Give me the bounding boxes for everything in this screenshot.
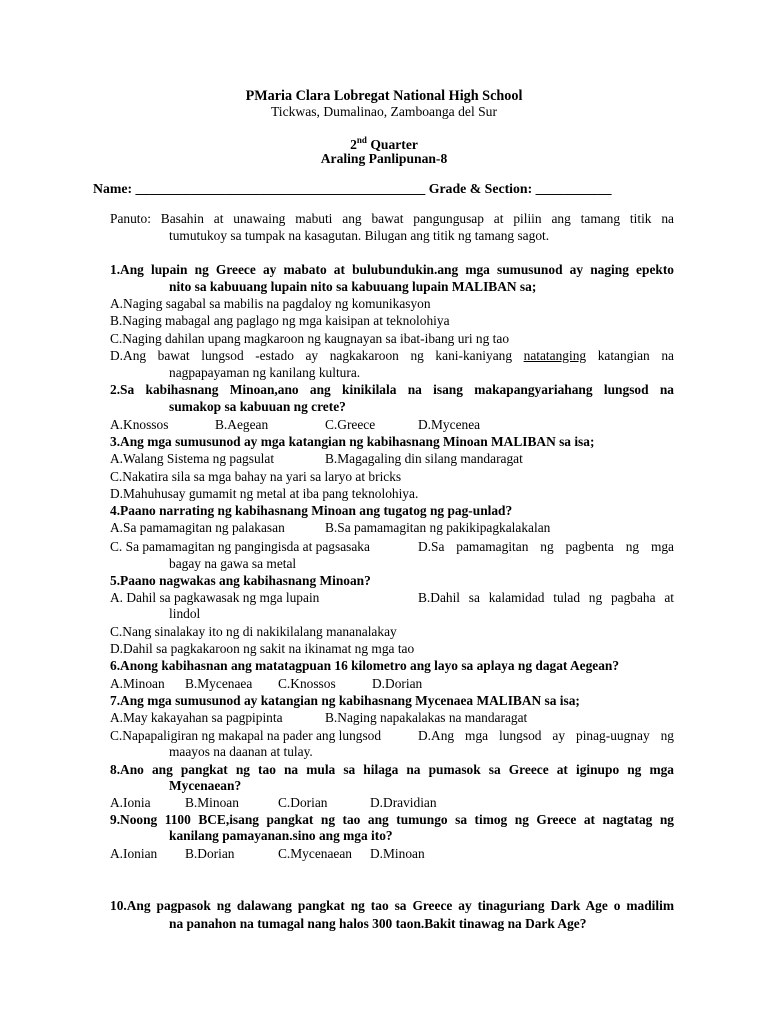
question-5-text: 5.Paano nagwakas ang kabihasnang Minoan? bbox=[110, 573, 371, 588]
question-9-option-d: D.Minoan bbox=[370, 846, 425, 861]
question-9-text-cont: kanilang pamayanan.sino ang mga ito? bbox=[169, 828, 393, 843]
question-3-option-d: D.Mahuhusay gumamit ng metal at iba pang teknolohiya. bbox=[110, 486, 419, 501]
question-4-option-b: B.Sa pamamagitan ng pakikipagkalakalan bbox=[325, 520, 551, 535]
question-4-option-c-cont: bagay na gawa sa metal bbox=[169, 556, 297, 571]
question-7-option-d-cont: maayos na daanan at tulay. bbox=[169, 744, 313, 759]
question-8-option-b: B.Minoan bbox=[185, 795, 239, 810]
directions-line-2: tumutukoy sa tumpak na kasagutan. Bilugan ang titik ng tamang sagot. bbox=[169, 228, 550, 243]
question-5-option-b: B.Dahil sa kalamidad tulad ng pagbaha at bbox=[418, 590, 674, 605]
question-9-text: 9.Noong 1100 BCE,isang pangkat ng tao ang tumungo sa timog ng Greece at nagtatag ng bbox=[110, 812, 674, 827]
name-grade-section-line: Name: __________________________________________ Grade & Section: ___________ bbox=[93, 181, 612, 196]
question-9-option-c: C.Mycenaean bbox=[278, 846, 352, 861]
question-10-text-cont: na panahon na tumagal nang halos 300 taon.Bakit tinawag na Dark Age? bbox=[169, 916, 587, 931]
question-3-text: 3.Ang mga sumusunod ay mga katangian ng kabihasnang Minoan MALIBAN sa isa; bbox=[110, 434, 595, 449]
question-4-option-d: D.Sa pamamagitan ng pagbenta ng mga bbox=[418, 539, 674, 554]
school-address: Tickwas, Dumalinao, Zamboanga del Sur bbox=[270, 104, 498, 119]
question-2-text: 2.Sa kabihasnang Minoan,ano ang kinikilala na isang makapangyariahang lungsod na bbox=[110, 382, 674, 397]
question-1-underlined-word: natatanging bbox=[523, 348, 587, 363]
question-1-option-d bbox=[110, 348, 674, 364]
question-2-option-a: A.Knossos bbox=[110, 417, 169, 432]
question-3-option-a: A.Walang Sistema ng pagsulat bbox=[110, 451, 275, 466]
question-7-option-b: B.Naging napakalakas na mandaragat bbox=[325, 710, 528, 725]
question-6-option-c: C.Knossos bbox=[278, 676, 336, 691]
quarter-word: Quarter bbox=[370, 137, 418, 152]
question-5-option-a-cont: lindol bbox=[169, 606, 201, 621]
question-1-text-cont: nito sa kabuuang lupain nito sa kabuuang lupain MALIBAN sa; bbox=[169, 279, 537, 294]
question-7-option-d: D.Ang mga lungsod ay pinag-uugnay ng bbox=[418, 728, 674, 743]
question-8-option-d: D.Dravidian bbox=[370, 795, 437, 810]
question-2-text-cont: sumakop sa kabuuan ng crete? bbox=[169, 399, 346, 414]
question-2-option-d: D.Mycenea bbox=[418, 417, 481, 432]
question-8-option-a: A.Ionia bbox=[110, 795, 151, 810]
directions-line-1: Panuto: Basahin at unawaing mabuti ang bawat pangungusap at piliin ang tamang titik na bbox=[110, 211, 674, 226]
question-1-option-a: A.Naging sagabal sa mabilis na pagdaloy ng komunikasyon bbox=[110, 296, 431, 311]
question-4-option-c: C. Sa pamamagitan ng pangingisda at pagsasaka bbox=[110, 539, 370, 554]
question-8-option-c: C.Dorian bbox=[278, 795, 328, 810]
question-1-option-b: B.Naging mabagal ang paglago ng mga kaisipan at teknolohiya bbox=[110, 313, 450, 328]
question-6-option-b: B.Mycenaea bbox=[185, 676, 253, 691]
question-1-option-d-cont: nagpapayaman ng kanilang kultura. bbox=[169, 365, 361, 380]
question-1-text: 1.Ang lupain ng Greece ay mabato at bulubundukin.ang mga sumusunod ay naging epekto bbox=[110, 262, 674, 277]
question-2-option-c: C.Greece bbox=[325, 417, 376, 432]
question-9-option-b: B.Dorian bbox=[185, 846, 235, 861]
question-2-option-b: B.Aegean bbox=[215, 417, 269, 432]
question-5-option-d: D.Dahil sa pagkakaroon ng sakit na ikinamat ng mga tao bbox=[110, 641, 415, 656]
question-4-text: 4.Paano narrating ng kabihasnang Minoan ang tugatog ng pag-unlad? bbox=[110, 503, 513, 518]
question-8-text-cont: Mycenaean? bbox=[169, 778, 242, 793]
question-9-option-a: A.Ionian bbox=[110, 846, 158, 861]
question-7-option-a: A.May kakayahan sa pagpipinta bbox=[110, 710, 283, 725]
question-8-text: 8.Ano ang pangkat ng tao na mula sa hilaga na pumasok sa Greece at iginupo ng mga bbox=[110, 762, 674, 777]
question-3-option-c: C.Nakatira sila sa mga bahay na yari sa laryo at bricks bbox=[110, 469, 402, 484]
question-1-option-c: C.Naging dahilan upang magkaroon ng kaugnayan sa ibat-ibang uri ng tao bbox=[110, 331, 510, 346]
question-3-option-b: B.Magagaling din silang mandaragat bbox=[325, 451, 523, 466]
question-6-text: 6.Anong kabihasnan ang matatagpuan 16 kilometro ang layo sa aplaya ng dagat Aegean? bbox=[110, 658, 620, 673]
question-5-option-a: A. Dahil sa pagkawasak ng mga lupain bbox=[110, 590, 320, 605]
question-4-option-a: A.Sa pamamagitan ng palakasan bbox=[110, 520, 285, 535]
question-1-option-d-part1: D.Ang bawat lungsod -estado ay nagkakaroon ng kani-kaniyang bbox=[110, 348, 513, 363]
question-1-option-d-part2: katangian na bbox=[597, 348, 674, 363]
question-10-text: 10.Ang pagpasok ng dalawang pangkat ng tao sa Greece ay tinaguriang Dark Age o madilim bbox=[110, 898, 674, 913]
quarter-suffix: nd bbox=[356, 135, 367, 145]
school-name: PMaria Clara Lobregat National High School bbox=[245, 88, 523, 104]
subject-title: Araling Panlipunan-8 bbox=[320, 151, 448, 166]
question-6-option-a: A.Minoan bbox=[110, 676, 165, 691]
quarter-number: 2 bbox=[350, 137, 357, 152]
question-7-text: 7.Ang mga sumusunod ay katangian ng kabihasnang Mycenaea MALIBAN sa isa; bbox=[110, 693, 580, 708]
question-6-option-d: D.Dorian bbox=[372, 676, 423, 691]
question-7-option-c: C.Napapaligiran ng makapal na pader ang lungsod bbox=[110, 728, 382, 743]
question-5-option-c: C.Nang sinalakay ito ng di nakikilalang mananalakay bbox=[110, 624, 397, 639]
